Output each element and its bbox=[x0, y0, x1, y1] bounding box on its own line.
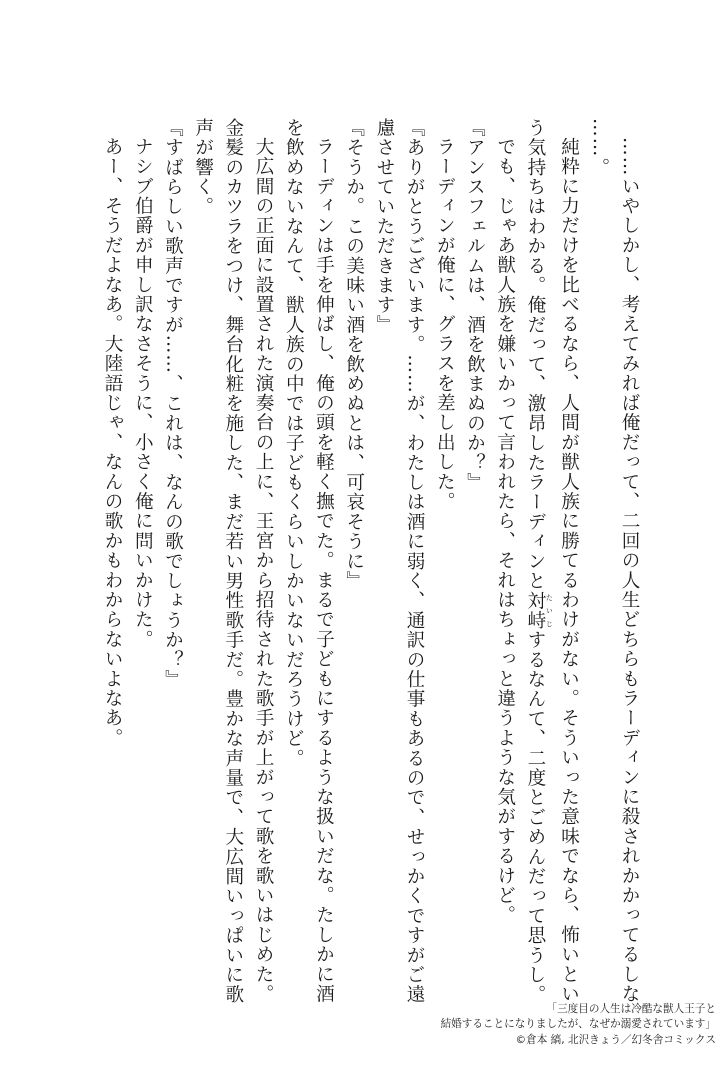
text-line: を飲めないなんて、獣人族の中では子どもくらいしかいないだろうけど。 bbox=[283, 118, 305, 769]
text-line: 純粋に力だけを比べるなら、人間が獣人族に勝てるわけがない。そういった意味でなら、怖いとい bbox=[558, 136, 580, 1004]
text-line: でも、じゃあ獣人族を嫌いかって言われたら、それはちょっと違うような気がするけど。 bbox=[494, 136, 516, 925]
text-line: 声が響く。 bbox=[192, 118, 214, 217]
copyright-credit bbox=[336, 1002, 716, 1049]
text-line: ……。 bbox=[588, 118, 610, 178]
text-line: 『すばらしい歌声ですが……、これは、なんの歌でしょうか？』 bbox=[162, 118, 184, 690]
text-line: 大広間の正面に設置された演奏台の上に、王宮から招待された歌手が上がって歌を歌いはじめた。 bbox=[253, 136, 275, 1004]
ruby-annotation: 対峙 たいじ bbox=[524, 590, 554, 631]
credit-copyright-line: ©倉本 縞, 北沢きょう／幻冬舎コミックス bbox=[515, 1033, 716, 1046]
credit-title-line-1: 「三度目の人生は冷酷な獣人王子と bbox=[546, 1002, 716, 1015]
text-line: 『アンスフェルムは、酒を飲まぬのか？』 bbox=[464, 118, 486, 493]
text-line: 『そうか。この美味い酒を飲めぬとは、可哀そうに』 bbox=[343, 118, 365, 591]
text-line: あー、そうだよなあ。大陸語じゃ、なんの歌かもわからないよなあ。 bbox=[102, 136, 124, 748]
text-line: ……いやしかし、考えてみれば俺だって、二回の人生どちらもラーディンに殺されかかってるしな bbox=[619, 136, 640, 1004]
vertical-body-text bbox=[97, 118, 644, 1005]
text-line: ラーディンは手を伸ばし、俺の頭を軽く撫でた。まるで子どもにするような扱いだな。たしかに酒 bbox=[313, 136, 335, 1004]
text-line: 金髪のカツラをつけ、舞台化粧を施した、まだ若い男性歌手だ。豊かな声量で、大広間いっぱいに歌 bbox=[222, 118, 244, 1005]
text-line: ラーディンが俺に、グラスを差し出した。 bbox=[434, 136, 456, 511]
text-line: 慮させていただきます』 bbox=[373, 118, 395, 335]
text-line: 『ありがとうございます。……が、わたしは酒に弱く、通訳の仕事もあるので、せっかくですがご遠 bbox=[404, 118, 426, 1005]
text-line: う気持ちはわかる。俺だって、激昂したラーディンと対峙 たいじするなんて、二度とごめんだって思うし。 bbox=[524, 118, 554, 1005]
credit-title-line-2: 結婚することになりましたが、なぜか溺愛されています」 bbox=[440, 1018, 716, 1030]
text-line: ナシブ伯爵が申し訳なさそうに、小さく俺に問いかけた。 bbox=[132, 136, 154, 649]
